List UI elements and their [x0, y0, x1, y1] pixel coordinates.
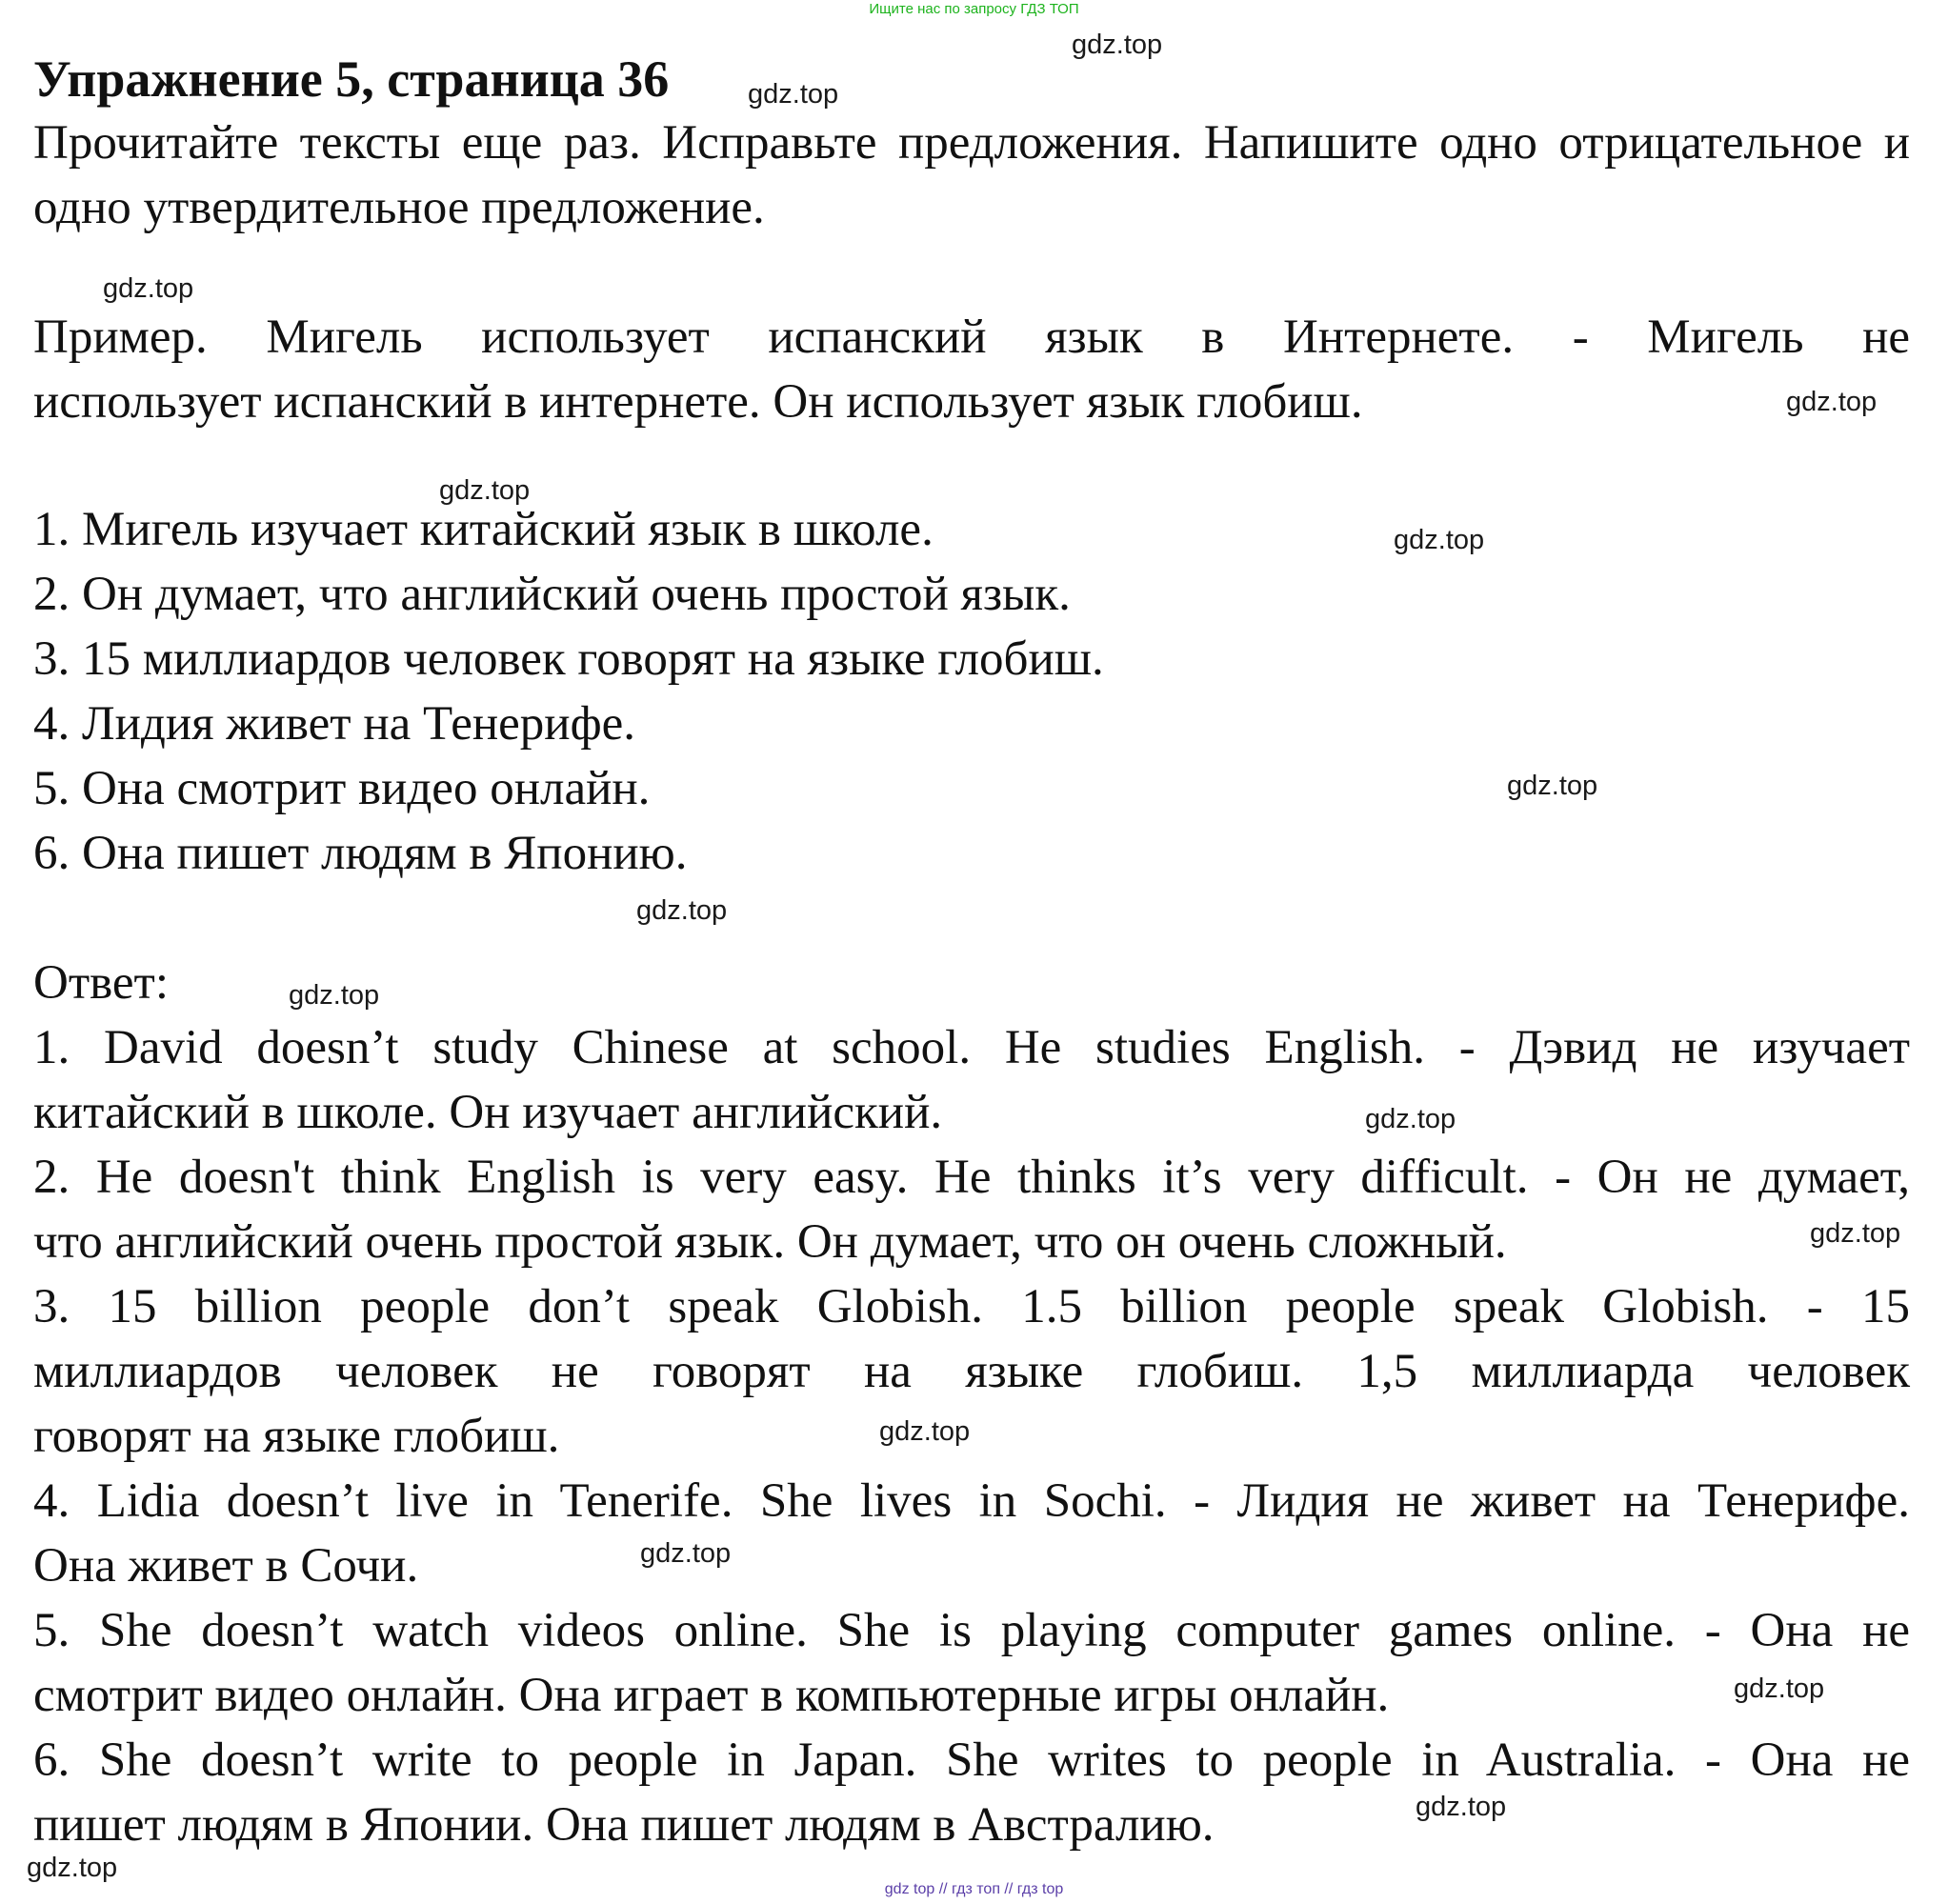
watermark: gdz.top	[640, 1538, 732, 1569]
watermark: gdz.top	[439, 475, 531, 506]
watermark: gdz.top	[636, 895, 728, 926]
task-item-4: 4. Лидия живет на Тенерифе.	[33, 697, 635, 751]
watermark: gdz.top	[748, 79, 839, 110]
answer-line: говорят на языке глобиш.	[33, 1410, 560, 1463]
task-instruction: Прочитайте тексты еще раз. Исправьте предложения. Напишите одно отрицательное и одно утвердительное предложение.	[33, 116, 1910, 234]
answer-line: 6. She doesn’t write to people in Japan. She writes to people in Australia. - Она не	[33, 1734, 1910, 1787]
task-item-6: 6. Она пишет людям в Японию.	[33, 827, 688, 880]
watermark: gdz.top	[289, 980, 380, 1011]
answer-line: 2. He doesn't think English is very easy. He thinks it’s very difficult. - Он не думает,	[33, 1151, 1910, 1204]
answer-line: Она живет в Сочи.	[33, 1539, 419, 1593]
answer-line: 5. She doesn’t watch videos online. She is playing computer games online. - Она не	[33, 1604, 1910, 1657]
answer-line: смотрит видео онлайн. Она играет в компьютерные игры онлайн.	[33, 1669, 1390, 1722]
page-title: Упражнение 5, страница 36	[33, 50, 670, 108]
watermark: gdz.top	[879, 1416, 971, 1447]
answer-line: 1. David doesn’t study Chinese at school. He studies English. - Дэвид не изучает	[33, 1021, 1910, 1074]
example-line-2: использует испанский в интернете. Он использует язык глобиш.	[33, 375, 1363, 429]
watermark: gdz.top	[1786, 387, 1878, 417]
answer-label: Ответ:	[33, 956, 169, 1010]
watermark: gdz.top	[1416, 1792, 1507, 1822]
watermark: gdz.top	[27, 1853, 118, 1883]
answer-line: пишет людям в Японии. Она пишет людям в Австралию.	[33, 1798, 1215, 1852]
answer-line: миллиардов человек не говорят на языке глобиш. 1,5 миллиарда человек	[33, 1345, 1910, 1398]
watermark: gdz.top	[103, 273, 194, 304]
task-item-1: 1. Мигель изучает китайский язык в школе.	[33, 503, 934, 556]
watermark: gdz.top	[1072, 30, 1163, 60]
task-item-3: 3. 15 миллиардов человек говорят на языке глобиш.	[33, 632, 1104, 686]
answer-line: китайский в школе. Он изучает английский.	[33, 1086, 943, 1139]
answer-line: 3. 15 billion people don’t speak Globish. 1.5 billion people speak Globish. - 15	[33, 1280, 1910, 1333]
task-item-5: 5. Она смотрит видео онлайн.	[33, 762, 651, 815]
watermark: gdz.top	[1365, 1104, 1456, 1134]
watermark: gdz.top	[1734, 1674, 1825, 1704]
task-item-2: 2. Он думает, что английский очень простой язык.	[33, 568, 1071, 621]
watermark: gdz.top	[1810, 1218, 1901, 1249]
footer: gdz top // гдз топ // гдз top	[884, 1881, 1064, 1897]
example-line-1: Пример. Мигель использует испанский язык в Интернете. - Мигель не	[33, 311, 1910, 364]
watermark: gdz.top	[1394, 525, 1485, 555]
top-banner: Ищите нас по запросу ГДЗ ТОП	[869, 1, 1079, 17]
answer-line: 4. Lidia doesn’t live in Tenerife. She lives in Sochi. - Лидия не живет на Тенерифе.	[33, 1474, 1910, 1528]
watermark: gdz.top	[1507, 771, 1598, 801]
answer-line: что английский очень простой язык. Он думает, что он очень сложный.	[33, 1215, 1507, 1269]
